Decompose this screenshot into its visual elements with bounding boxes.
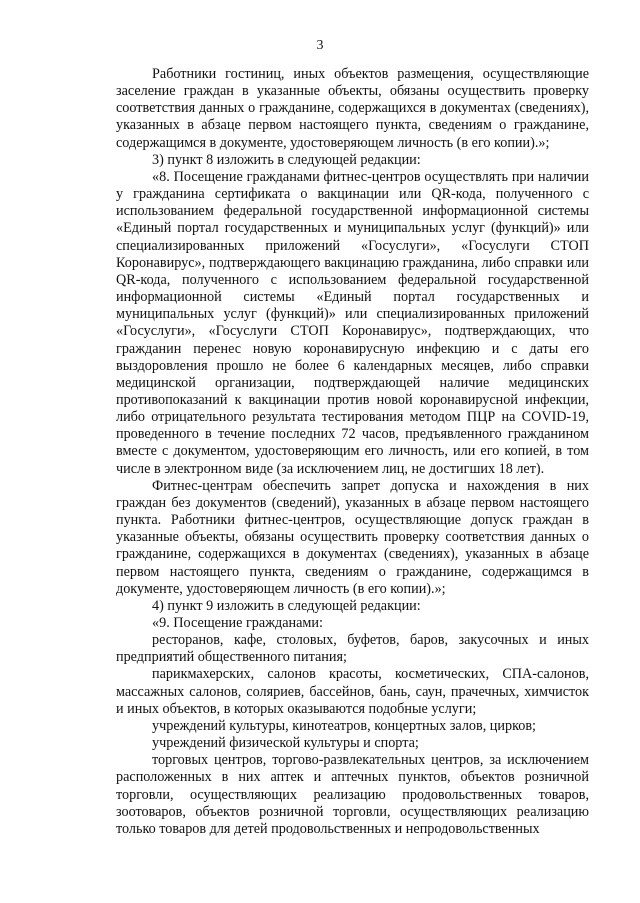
list-item-sport: учреждений физической культуры и спорта; bbox=[152, 735, 419, 752]
paragraph-item-9-intro: «9. Посещение гражданами: bbox=[152, 615, 323, 631]
paragraph-item-8-fitness-access: «8. Посещение гражданами фитнес-центров осуществлять при наличии у гражданина сертификата о вакцинации или QR-кода, полученного с использованием федеральной государственной информационной системы «Единый портал государственных и муниципальных услуг (функций)» или специализированных приложений «Госуслуги», «Госуслуги СТОП Коронавирус», подтверждающего вакцинацию гражданина, либо справки или QR-кода, полученного с использованием федеральной государственной информационной системы «Единый портал государственных и муниципальных услуг (функций)» или специализированных приложений «Госуслуги», «Госуслуги СТОП Коронавирус», подтверждающих, что гражданин перенес новую коронавирусную инфекцию и с даты его выздоровления прошло не более 6 календарных месяцев, либо справки медицинской организации, подтверждающей наличие медицинских противопоказаний к вакцинации против новой коронавирусной инфекции, либо отрицательного результата тестирования методом ПЦР на COVID-19, проведенного в течение последних 72 часов, предъявленного гражданином вместе с документом, удостоверяющим его личность, или его копией, в том числе в электронном виде (за исключением лиц, не достигших 18 лет). bbox=[116, 168, 589, 477]
paragraph-item-3-heading: 3) пункт 8 изложить в следующей редакции: bbox=[152, 151, 421, 168]
paragraph-hotel-staff-check: Работники гостиниц, иных объектов размещения, осуществляющие заселение граждан в указанные объекты, обязаны осуществить проверку соответствия данных о гражданине, содержащихся в документах (сведениях), указанных в абзаце первом настоящего пункта, сведениям о гражданине, содержащимся в документе, удостоверяющем личность (в его копии).»; bbox=[116, 66, 589, 151]
list-item-food-service: ресторанов, кафе, столовых, буфетов, баров, закусочных и иных предприятий общественного питания; bbox=[116, 632, 589, 666]
list-item-beauty-services: парикмахерских, салонов красоты, косметических, СПА-салонов, массажных салонов, соляриев, бассейнов, бань, саун, прачечных, химчисток и иных объектов, в которых оказываются подобные услуги; bbox=[116, 666, 589, 717]
document-body bbox=[116, 66, 589, 838]
list-item-shopping-centers: торговых центров, торгово-развлекательных центров, за исключением расположенных в них аптек и аптечных пунктов, объектов розничной торговли, осуществляющих реализацию продовольственных товаров, зоотоваров, объектов розничной торговли, осуществляющих реализацию только товаров для детей продовольственных и непродовольственных bbox=[116, 752, 589, 837]
paragraph-item-4-heading: 4) пункт 9 изложить в следующей редакции: bbox=[152, 597, 421, 614]
list-item-culture: учреждений культуры, кинотеатров, концертных залов, цирков; bbox=[152, 717, 536, 734]
paragraph-fitness-staff-check: Фитнес-центрам обеспечить запрет допуска и нахождения в них граждан без документов (сведений), указанных в абзаце первом настоящего пункта. Работники фитнес-центров, осуществляющие допуск граждан в указанные объекты, обязаны осуществить проверку соответствия данных о гражданине, содержащихся в документах (сведениях), указанных в абзаце первом настоящего пункта, сведениям о гражданине, содержащимся в документе, удостоверяющем личность (в его копии).»; bbox=[116, 477, 589, 597]
page-number: 3 bbox=[316, 38, 324, 53]
